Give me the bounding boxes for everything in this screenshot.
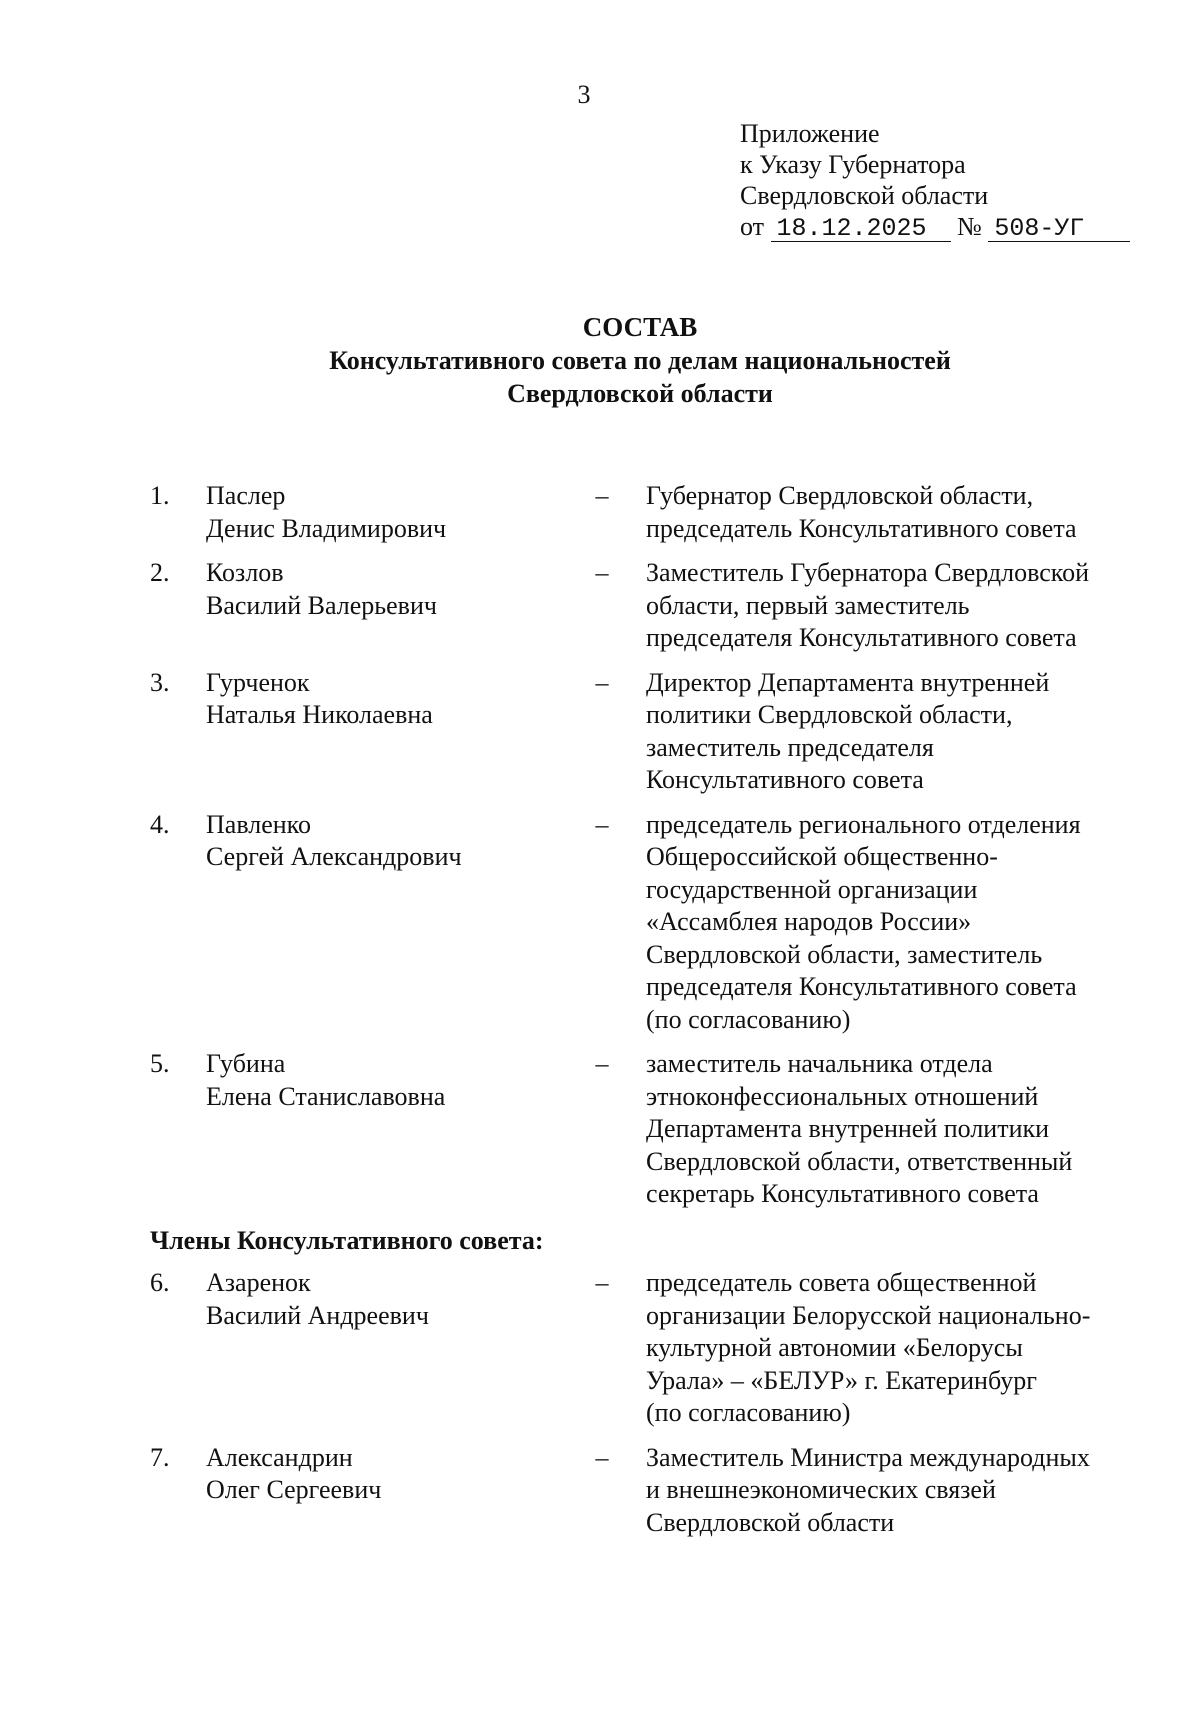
member-given-name: Денис Владимирович <box>206 513 447 543</box>
member-surname: Паслер <box>206 481 286 510</box>
member-name <box>206 557 506 622</box>
item-number: 3. <box>150 667 170 697</box>
item-number: 5. <box>150 1049 170 1078</box>
decree-date: 18.12.2025 <box>771 217 951 242</box>
member-role: Директор Департамента внутренней политики Свердловской области, заместитель председателя Консультативного совета <box>646 667 1050 794</box>
member-name <box>206 1442 506 1507</box>
member-role: заместитель начальника отдела этноконфессиональных отношений Департамента внутренней политики Свердловской области, ответственный секретарь Консультативного совета <box>646 1049 1073 1208</box>
item-number: 1. <box>150 481 170 510</box>
title-line-3: Свердловской области <box>507 379 773 408</box>
roster <box>150 480 1110 1539</box>
member-role: Губернатор Свердловской области, председатель Консультативного совета <box>646 481 1077 543</box>
member-role: председатель совета общественной организации Белорусской национально- культурной автономии «Белорусы Урала» – «БЕЛУР» г. Екатеринбург (по согласованию) <box>646 1268 1091 1427</box>
list-item <box>150 480 1110 545</box>
members-section-heading: Члены Консультативного совета: <box>150 1225 544 1255</box>
member-given-name: Олег Сергеевич <box>206 1475 382 1504</box>
item-number: 6. <box>150 1268 170 1297</box>
item-number: 4. <box>150 809 170 839</box>
member-given-name: Наталья Николаевна <box>206 700 433 729</box>
dash-separator: – <box>595 809 609 839</box>
list-item <box>150 557 1110 655</box>
list-item <box>150 1267 1110 1430</box>
member-surname: Губина <box>206 1049 286 1078</box>
member-given-name: Елена Станиславовна <box>206 1081 446 1111</box>
page-number: 3 <box>577 80 591 109</box>
dash-separator: – <box>595 1442 609 1472</box>
item-number: 2. <box>150 558 170 587</box>
dash-separator: – <box>595 1049 609 1078</box>
dash-separator: – <box>595 481 609 510</box>
member-name <box>206 1267 506 1332</box>
member-surname: Гурченок <box>206 667 310 697</box>
member-name <box>206 667 506 732</box>
appendix-line-1: Приложение <box>740 119 880 148</box>
member-given-name: Василий Валерьевич <box>206 590 437 620</box>
member-role: председатель регионального отделения Общероссийской общественно- государственной организации «Ассамблея народов России» Свердловской области, заместитель председателя Консультативного совета (по согласованию) <box>646 809 1081 1034</box>
member-surname: Азаренок <box>206 1268 311 1297</box>
list-item <box>150 809 1110 1037</box>
list-item <box>150 1048 1110 1211</box>
item-number: 7. <box>150 1442 170 1472</box>
appendix-decree-line <box>740 211 1130 242</box>
member-role: Заместитель Губернатора Свердловской области, первый заместитель председателя Консультативного совета <box>646 558 1089 652</box>
dash-separator: – <box>595 1268 609 1297</box>
title-line-2: Консультативного совета по делам национальностей <box>329 346 951 375</box>
member-given-name: Василий Андреевич <box>206 1300 429 1330</box>
member-name <box>206 480 506 545</box>
member-name <box>206 1048 506 1113</box>
appendix-line-3: Свердловской области <box>740 181 989 210</box>
from-label: от <box>740 212 765 241</box>
member-given-name: Сергей Александрович <box>206 842 462 871</box>
member-name <box>206 809 506 874</box>
appendix-line-2: к Указу Губернатора <box>740 150 966 179</box>
number-label: № <box>957 212 982 241</box>
member-surname: Александрин <box>206 1442 353 1472</box>
member-role: Заместитель Министра международных и внешнеэкономических связей Свердловской области <box>646 1442 1090 1537</box>
list-item <box>150 667 1110 797</box>
list-item <box>150 1442 1110 1540</box>
appendix-block <box>740 118 1130 242</box>
dash-separator: – <box>595 558 609 587</box>
dash-separator: – <box>595 667 609 697</box>
document-title <box>0 311 1200 410</box>
decree-number: 508-УГ <box>988 217 1130 242</box>
member-surname: Козлов <box>206 558 284 587</box>
member-surname: Павленко <box>206 809 311 839</box>
title-heading: СОСТАВ <box>582 312 698 342</box>
